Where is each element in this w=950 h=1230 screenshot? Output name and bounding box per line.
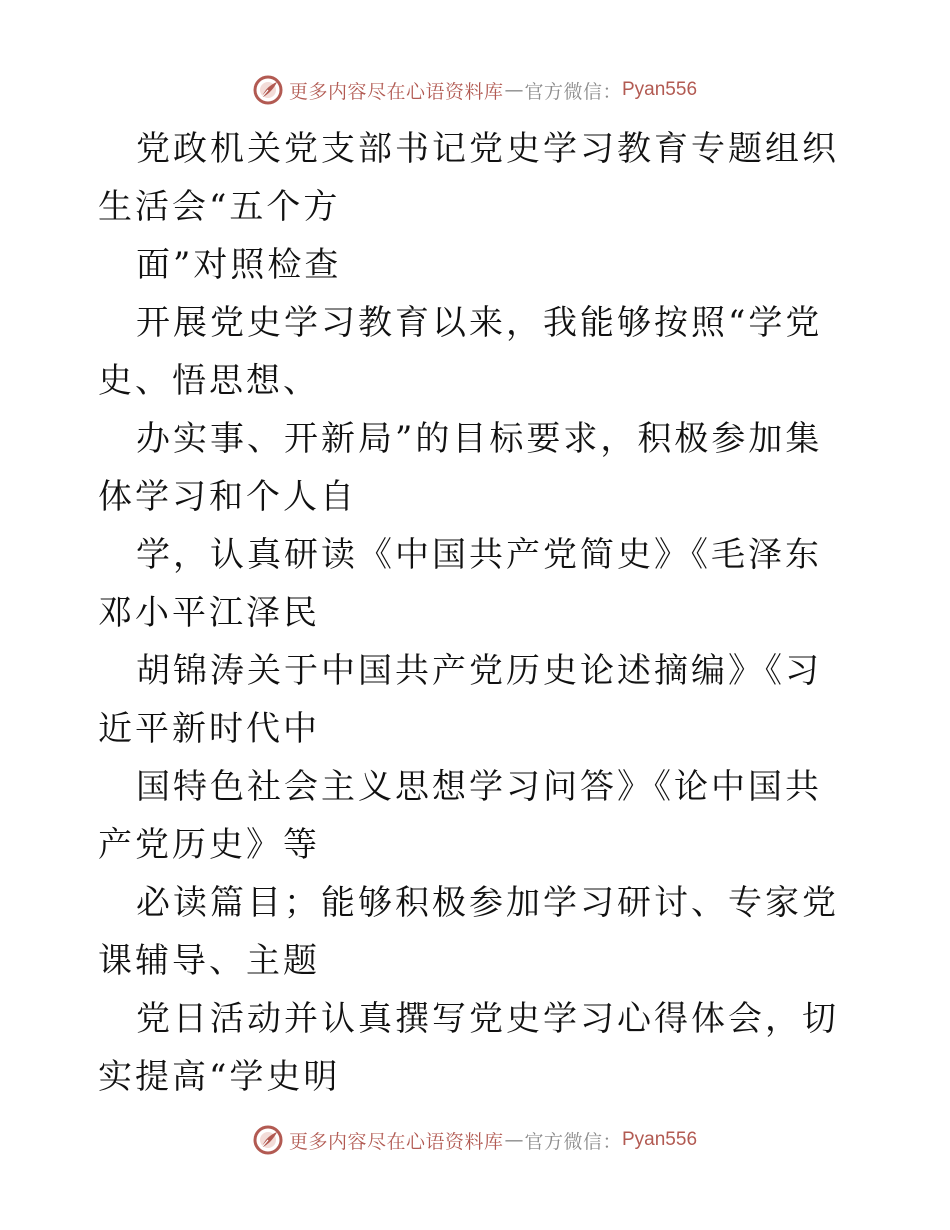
watermark-account-id: Pyan556	[622, 79, 698, 100]
watermark-separator: —	[504, 79, 524, 101]
document-body	[98, 120, 858, 1106]
paragraph: 胡锦涛关于中国共产党历史论述摘编》《习近平新时代中	[98, 651, 822, 749]
paragraph: 国特色社会主义思想学习问答》《论中国共产党历史》等	[98, 767, 822, 865]
paragraph: 办实事、开新局”的目标要求，积极参加集体学习和个人自	[98, 419, 823, 517]
watermark-site-text: 更多内容尽在心语资料库	[288, 80, 504, 103]
feather-pen-logo-icon	[253, 75, 283, 105]
watermark-separator: —	[504, 1129, 524, 1151]
watermark-account-label: 官方微信：	[524, 80, 622, 103]
footer-watermark	[0, 1120, 950, 1160]
paragraph: 必读篇目；能够积极参加学习研讨、专家党课辅导、主题	[98, 883, 839, 981]
paragraph: 学，认真研读《中国共产党简史》《毛泽东邓小平江泽民	[98, 535, 822, 633]
paragraph: 开展党史学习教育以来，我能够按照“学党史、悟思想、	[98, 303, 823, 401]
feather-pen-logo-icon	[253, 1125, 283, 1155]
header-watermark	[0, 70, 950, 110]
watermark-account-label: 官方微信：	[524, 1130, 622, 1153]
watermark-account-id: Pyan556	[622, 1129, 698, 1150]
paragraph-title-line-2: 面”对照检查	[136, 245, 342, 285]
watermark-site-text: 更多内容尽在心语资料库	[288, 1130, 504, 1153]
paragraph: 党日活动并认真撰写党史学习心得体会，切实提高“学史明	[98, 999, 839, 1097]
paragraph-title-line-1: 党政机关党支部书记党史学习教育专题组织生活会“五个方	[98, 129, 839, 227]
